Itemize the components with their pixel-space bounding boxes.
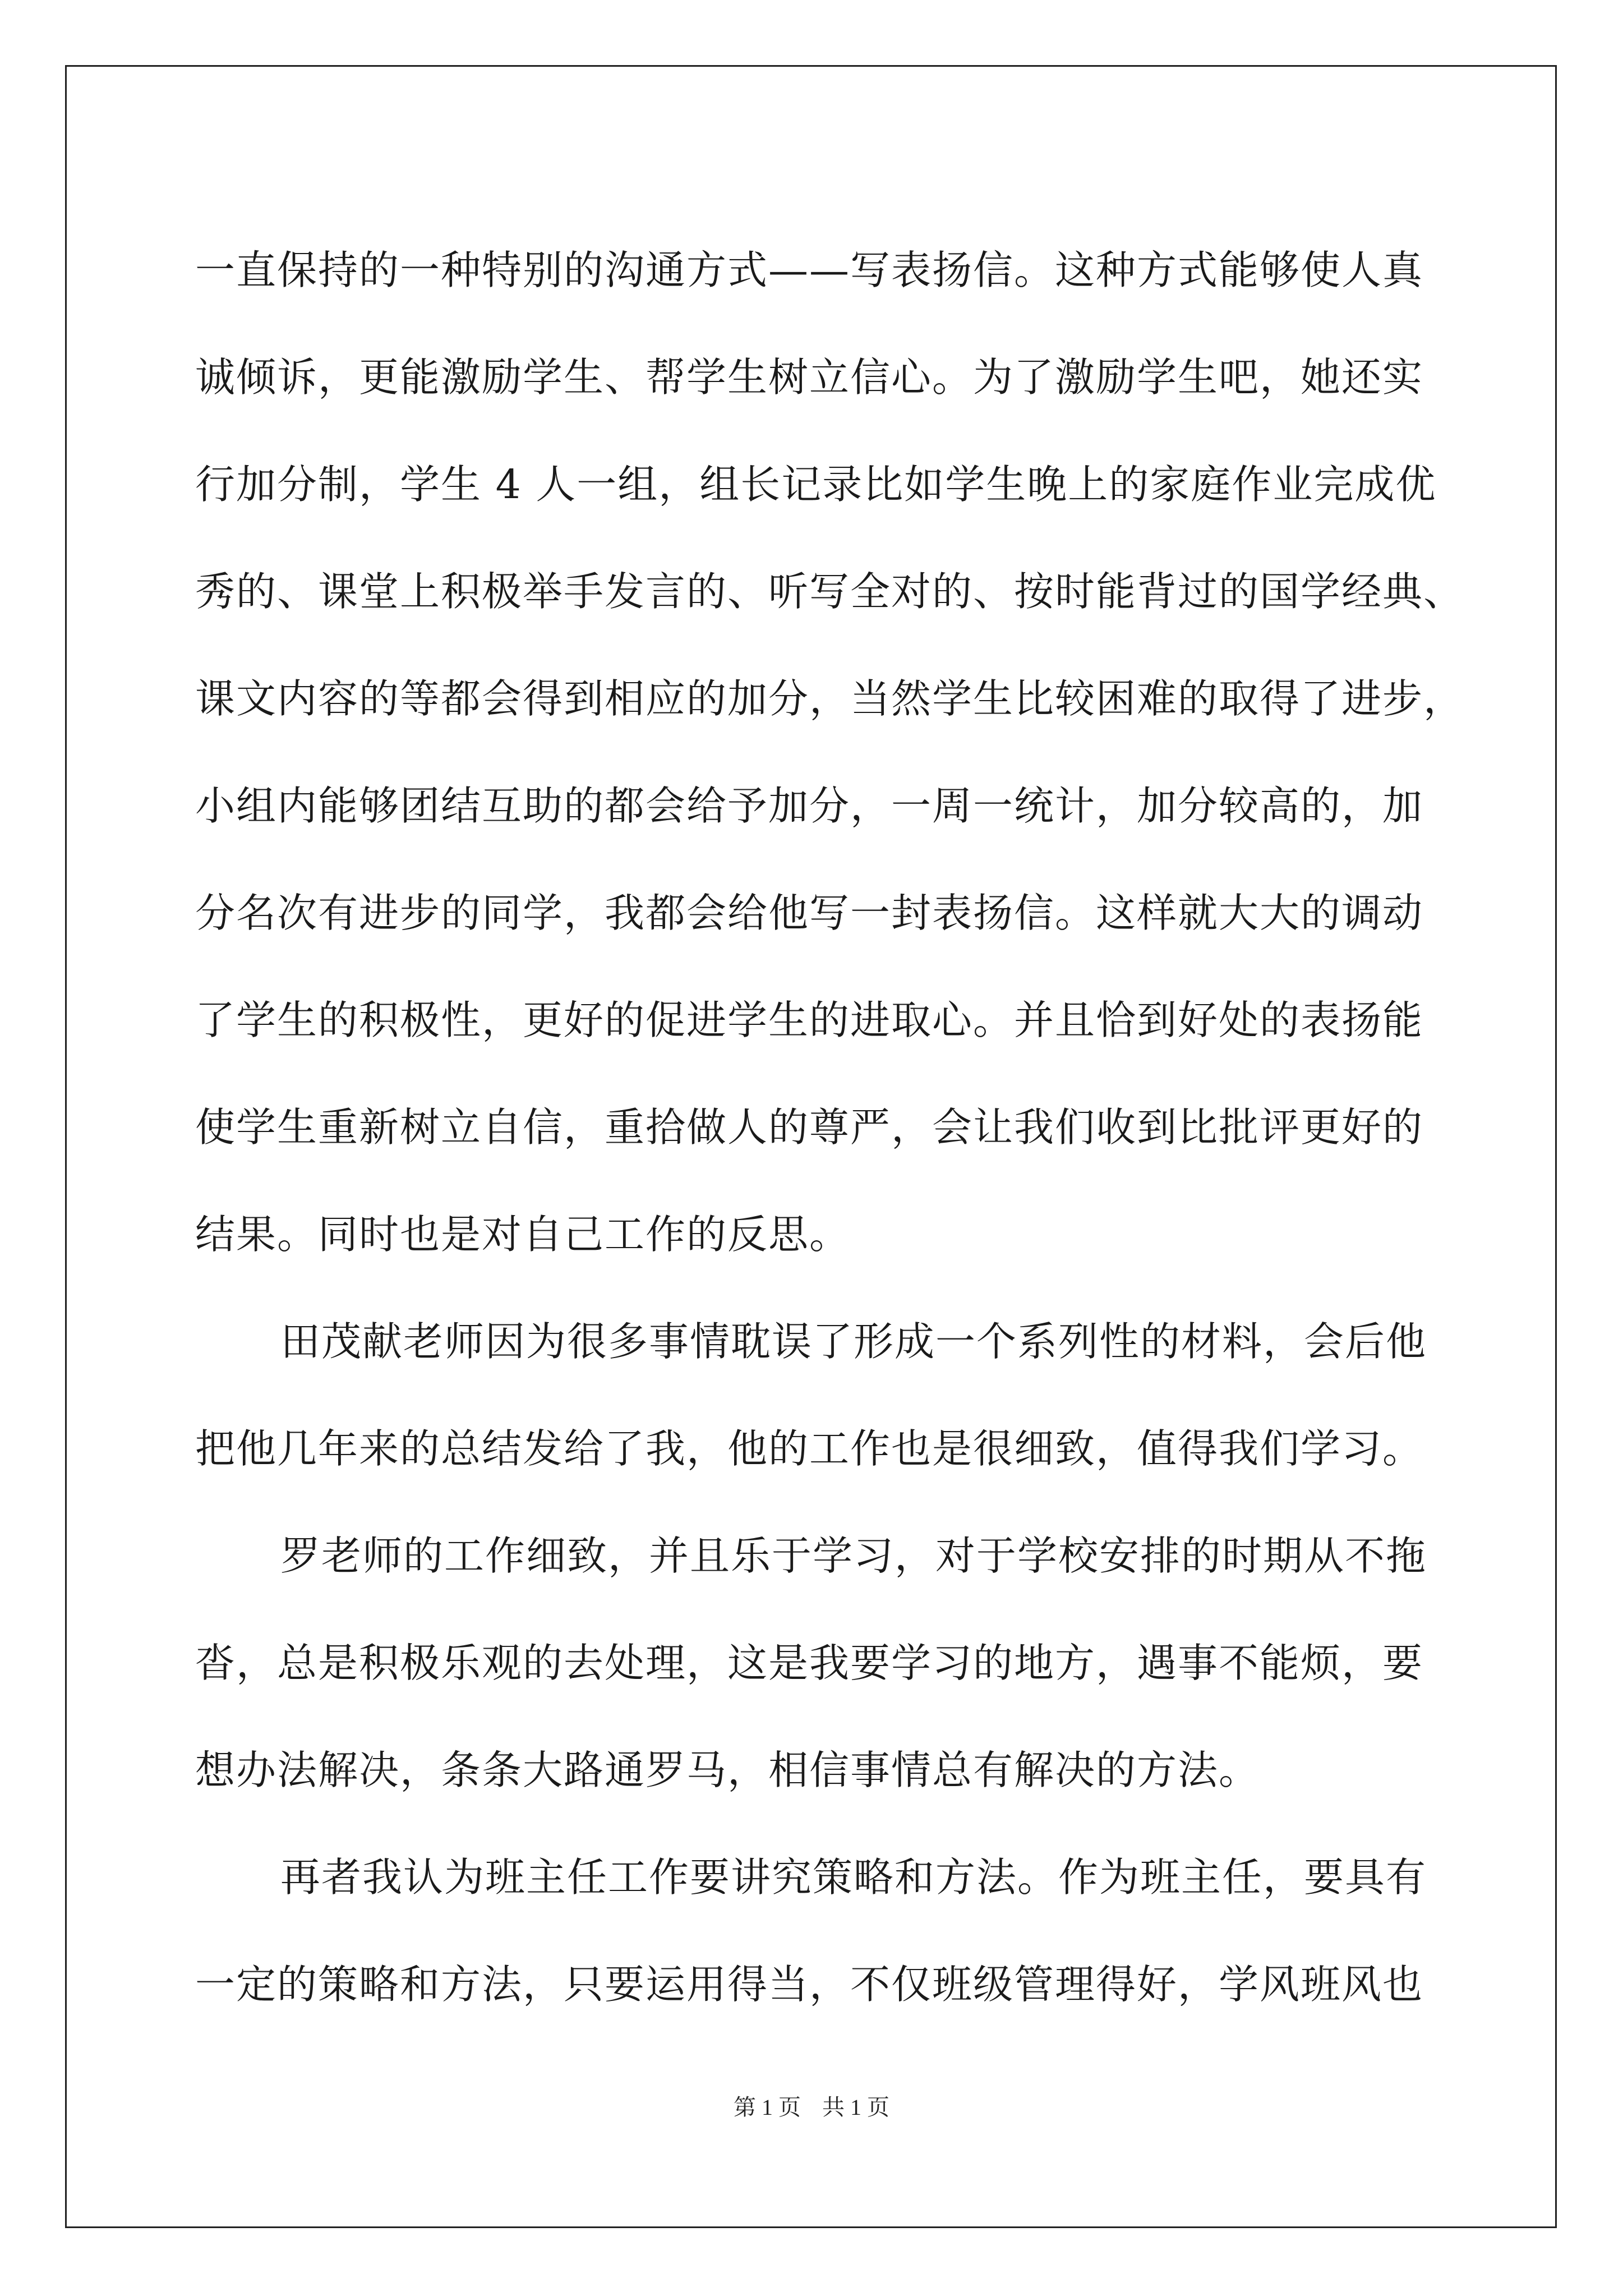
text-line: 诚倾诉，更能激励学生、帮学生树立信心。为了激励学生吧，她还实 bbox=[195, 354, 1424, 401]
document-body bbox=[195, 217, 1465, 2038]
text-line: 了学生的积极性，更好的促进学生的进取心。并且恰到好处的表扬能 bbox=[195, 997, 1424, 1043]
paragraph-start-line: 罗老师的工作细致，并且乐于学习，对于学校安排的时期从不拖 bbox=[280, 1533, 1427, 1579]
paragraph-start-line: 田茂献老师因为很多事情耽误了形成一个系列性的材料，会后他 bbox=[280, 1318, 1427, 1365]
text-line: 想办法解决，条条大路通罗马，相信事情总有解决的方法。 bbox=[195, 1747, 1260, 1793]
text-line: 课文内容的等都会得到相应的加分，当然学生比较困难的取得了进步， bbox=[195, 675, 1465, 722]
text-line: 行加分制，学生 4 人一组，组长记录比如学生晚上的家庭作业完成优 bbox=[195, 461, 1437, 508]
text-line: 把他几年来的总结发给了我，他的工作也是很细致，值得我们学习。 bbox=[195, 1425, 1424, 1472]
page-number-current: 第 1 页 bbox=[734, 2095, 801, 2120]
paragraph-start-line: 再者我认为班主任工作要讲究策略和方法。作为班主任，要具有 bbox=[280, 1854, 1427, 1901]
text-line: 沓，总是积极乐观的去处理，这是我要学习的地方，遇事不能烦，要 bbox=[195, 1640, 1424, 1686]
text-line: 使学生重新树立自信，重拾做人的尊严，会让我们收到比批评更好的 bbox=[195, 1104, 1424, 1151]
text-line: 一定的策略和方法，只要运用得当，不仅班级管理得好，学风班风也 bbox=[195, 1961, 1424, 2008]
page-number-total: 共 1 页 bbox=[822, 2095, 889, 2120]
text-line: 结果。同时也是对自己工作的反思。 bbox=[195, 1211, 851, 1258]
text-line: 秀的、课堂上积极举手发言的、听写全对的、按时能背过的国学经典、 bbox=[195, 568, 1465, 615]
page-footer bbox=[0, 2090, 1623, 2122]
text-line: 分名次有进步的同学，我都会给他写一封表扬信。这样就大大的调动 bbox=[195, 890, 1424, 936]
text-line: 一直保持的一种特别的沟通方式——写表扬信。这种方式能够使人真 bbox=[195, 247, 1424, 293]
text-line: 小组内能够团结互助的都会给予加分，一周一统计，加分较高的，加 bbox=[195, 783, 1424, 829]
